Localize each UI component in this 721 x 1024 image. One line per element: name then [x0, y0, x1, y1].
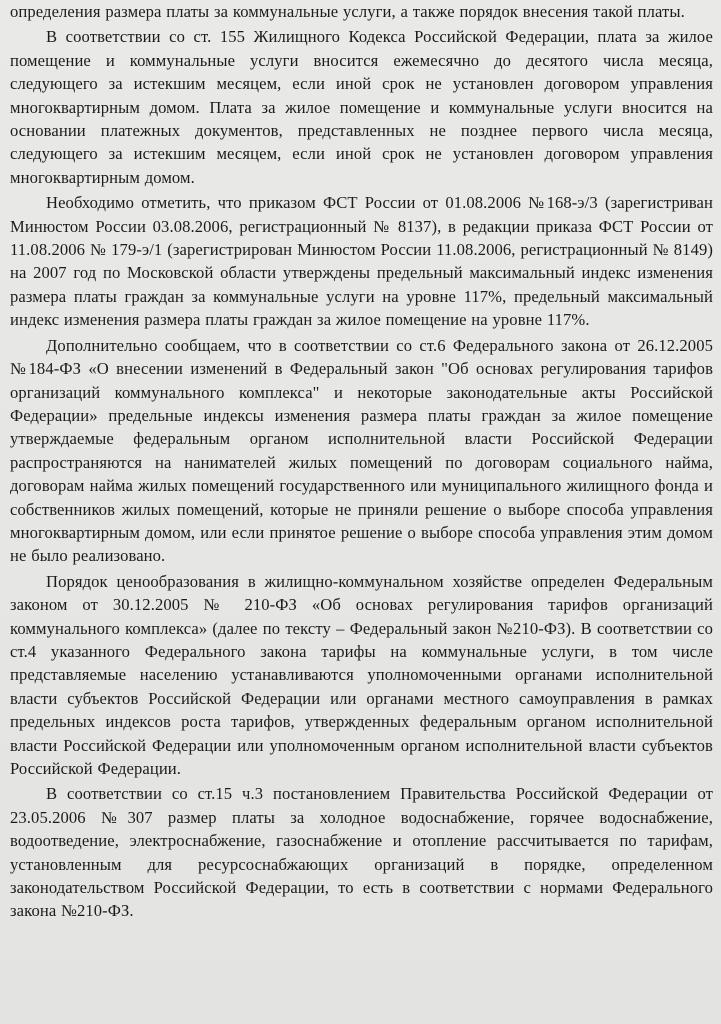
paragraph-payment-terms: В соответствии со ст. 155 Жилищного Кодекса Российской Федерации, плата за жилое помещение и коммунальные услуги вносится ежемесячно до десятого числа месяца, следующего за истекшим месяцем, если иной срок не установлен договором управления многоквартирным домом. Плата за жилое помещение и коммунальные услуги вносится на основании платежных документов, представленных не позднее первого числа месяца, следующего за истекшим месяцем, если иной срок не установлен договором управления многоквартирным домом. — [10, 27, 713, 187]
paragraph-government-decree: В соответствии со ст.15 ч.3 постановлением Правительства Российской Федерации от 23.05.2006 №307 размер платы за холодное водоснабжение, горячее водоснабжение, водоотведение, электроснабжение, газоснабжение и отопление рассчитывается по тарифам, установленным для ресурсоснабжающих организаций в порядке, определенном законодательством Российской Федерации, то есть в соответствии с нормами Федерального закона №210-ФЗ. — [10, 784, 713, 921]
paragraph-continuation: определения размера платы за коммунальные услуги, а также порядок внесения такой платы. — [10, 2, 685, 21]
paragraph-pricing-procedure: Порядок ценообразования в жилищно-коммунальном хозяйстве определен Федеральным законом от 30.12.2005 № 210-ФЗ «Об основах регулирования тарифов организаций коммунального комплекса» (далее по тексту – Федеральный закон №210-ФЗ). В соответствии со ст.4 указанного Федерального закона тарифы на коммунальные услуги, в том числе представляемые населению устанавливаются уполномоченными органами исполнительной власти субъектов Российской Федерации или органами местного самоуправления в рамках предельных индексов роста тарифов, утвержденных федеральным органом исполнительной власти Российской Федерации или уполномоченным органом исполнительной власти субъектов Российской Федерации. — [10, 571, 713, 778]
document-body — [10, 0, 713, 923]
paragraph-fst-order: Необходимо отметить, что приказом ФСТ России от 01.08.2006 №168-э/3 (зарегистриван Минюстом России 03.08.2006, регистрационный № 8137), в редакции приказа ФСТ России от 11.08.2006 № 179-э/1 (зарегистрирован Минюстом России 11.08.2006, регистрационный № 8149) на 2007 год по Московской области утверждены предельный максимальный индекс изменения размера платы граждан за коммунальные услуги на уровне 117%, предельный максимальный индекс изменения размера платы граждан за жилое помещение на уровне 117%. — [10, 193, 713, 330]
paragraph-additional-info: Дополнительно сообщаем, что в соответствии со ст.6 Федерального закона от 26.12.2005 №184-ФЗ «О внесении изменений в Федеральный закон "Об основах регулирования тарифов организаций коммунального комплекса" и некоторые законодательные акты Российской Федерации» предельные индексы изменения размера платы граждан за жилое помещение утверждаемые федеральным органом исполнительной власти Российской Федерации распространяются на нанимателей жилых помещений по договорам социального найма, договорам найма жилых помещений государственного или муниципального жилищного фонда и собственников жилых помещений, которые не приняли решение о выборе способа управления многоквартирным домом, или если принятое решение о выборе способа управления этим домом не было реализовано. — [10, 335, 713, 566]
